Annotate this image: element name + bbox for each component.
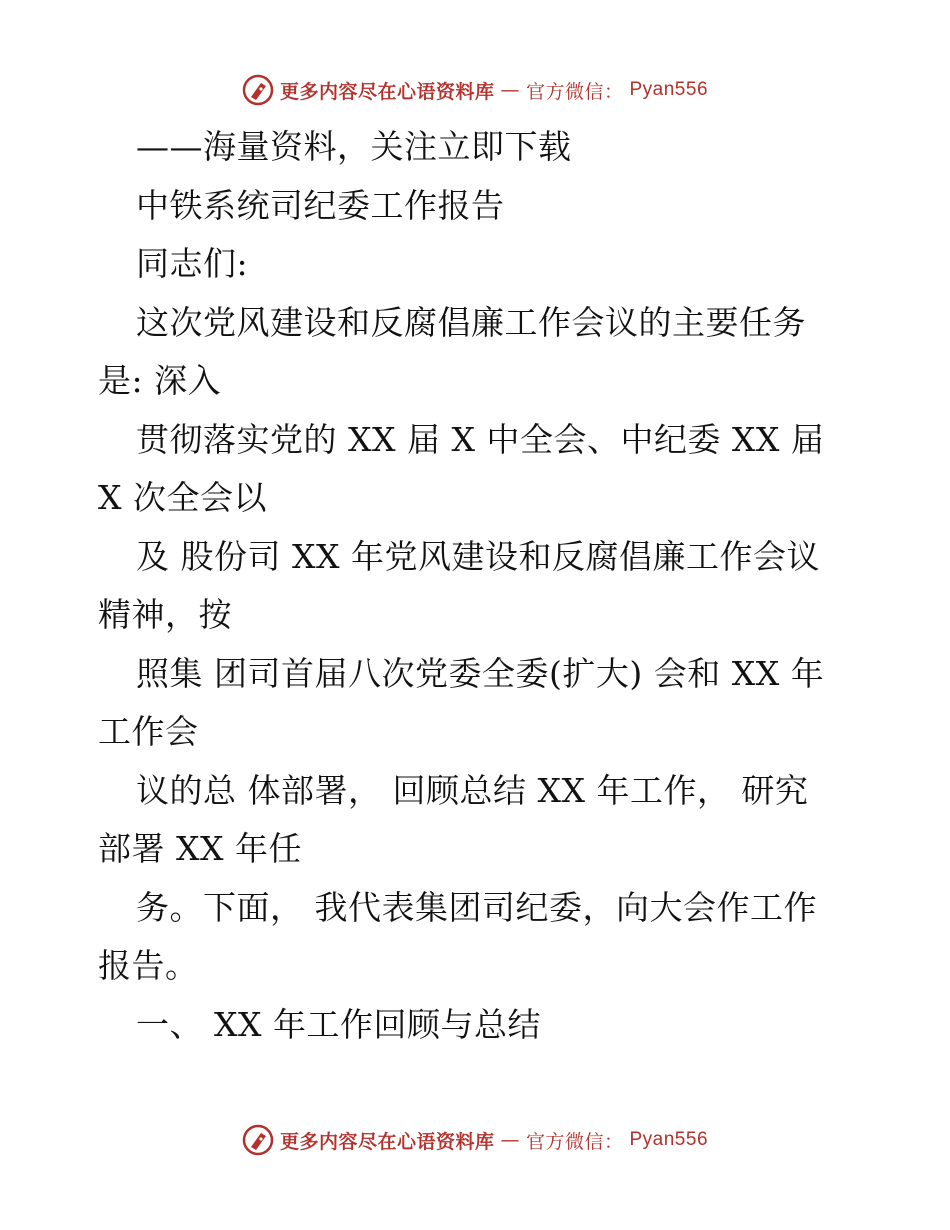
paragraph-line: 精神，按 (98, 595, 232, 634)
header-watermark (0, 70, 950, 110)
document-title: 中铁系统司纪委工作报告 (136, 185, 505, 225)
paragraph-line: 报告。 (98, 946, 199, 985)
paragraph-line: 贯彻落实党的 XX 届 X 中全会、中纪委 XX 届 (136, 419, 825, 459)
document-body (98, 118, 858, 1054)
paragraph-line: 这次党风建设和反腐倡廉工作会议的主要任务 (136, 302, 806, 342)
watermark-dash: — (500, 79, 520, 101)
watermark-wechat-id: Pyan556 (629, 1129, 709, 1150)
watermark-dash: — (500, 1129, 520, 1151)
paragraph-line: 工作会 (98, 712, 199, 751)
paragraph-line: 务。下面， 我代表集团司纪委，向大会作工作 (136, 887, 817, 927)
watermark-wechat-label: 官方微信： (525, 1130, 624, 1153)
watermark-text: 更多内容尽在心语资料库 (279, 80, 495, 103)
salutation: 同志们: (136, 244, 249, 283)
watermark-wechat-id: Pyan556 (629, 79, 709, 100)
paragraph-line: 及 股份司 XX 年党风建设和反腐倡廉工作会议 (136, 536, 820, 576)
watermark-wechat-label: 官方微信： (525, 80, 624, 103)
section-heading: 一、 XX 年工作回顾与总结 (136, 1004, 541, 1044)
paragraph-line: X 次全会以 (98, 478, 267, 517)
paragraph-line: 部署 XX 年任 (98, 829, 302, 868)
paragraph-line: 是: 深入 (98, 361, 222, 400)
paragraph-line: 照集 团司首届八次党委全委(扩大) 会和 XX 年 (136, 653, 825, 693)
promo-line: ——海量资料，关注立即下载 (136, 127, 572, 166)
pen-nib-logo-icon (242, 74, 274, 106)
watermark-text: 更多内容尽在心语资料库 (279, 1130, 495, 1153)
footer-watermark (0, 1120, 950, 1160)
pen-nib-logo-icon (242, 1124, 274, 1156)
paragraph-line: 议的总 体部署， 回顾总结 XX 年工作， 研究 (136, 770, 809, 810)
